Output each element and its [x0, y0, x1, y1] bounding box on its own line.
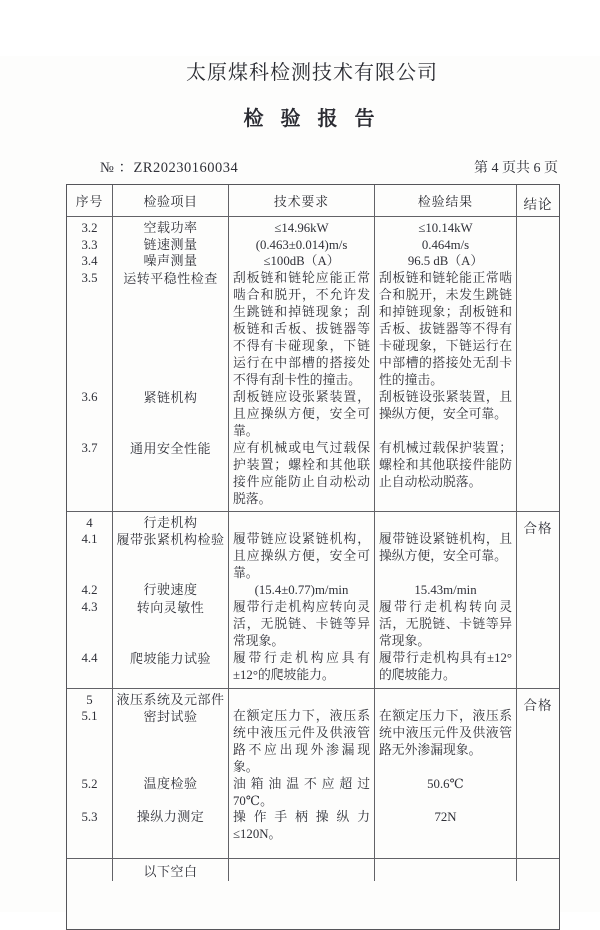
serial-cell: 4.3 [67, 599, 113, 650]
item-name-cell: 履带张紧机构检验 [113, 531, 229, 582]
item-name-cell: 噪声测量 [113, 253, 229, 270]
item-name-cell: 以下空白 [113, 859, 229, 881]
serial-cell: 3.4 [67, 253, 113, 270]
item-name-cell: 链速测量 [113, 237, 229, 254]
table-row [67, 531, 517, 582]
requirement-cell: 应有机械或电气过载保护装置；螺栓和其他联接件应能防止自动松动脱落。 [229, 440, 375, 511]
requirement-cell: 履带行走机构应转向灵活，无脱链、卡链等异常现象。 [229, 599, 375, 650]
table-row [67, 809, 517, 858]
col-header-result: 检验结果 [375, 185, 517, 216]
item-name-cell: 爬坡能力试验 [113, 650, 229, 688]
result-cell: 96.5 dB（A） [375, 253, 517, 270]
table-row [67, 217, 517, 237]
result-cell: 履带行走机构具有±12°的爬坡能力。 [375, 650, 517, 688]
item-name-cell: 紧链机构 [113, 389, 229, 440]
serial-cell: 5.3 [67, 809, 113, 858]
report-page [0, 56, 600, 912]
requirement-cell: (0.463±0.014)m/s [229, 237, 375, 254]
serial-cell: 3.3 [67, 237, 113, 254]
result-cell: 履带链设紧链机构，且操纵方便，安全可靠。 [375, 531, 517, 582]
item-name-cell: 行驶速度 [113, 582, 229, 599]
item-name-cell: 液压系统及元部件 [113, 689, 229, 709]
serial-cell: 5.1 [67, 708, 113, 776]
requirement-cell [229, 689, 375, 709]
company-name: 太原煤科检测技术有限公司 [186, 62, 438, 84]
result-cell: ≤10.14kW [375, 217, 517, 237]
requirement-cell [229, 512, 375, 532]
result-cell: 15.43m/min [375, 582, 517, 599]
result-cell: 72N [375, 809, 517, 858]
table-row [67, 859, 517, 881]
group-items [67, 512, 517, 688]
item-name-cell: 运转平稳性检查 [113, 270, 229, 389]
result-cell [375, 689, 517, 709]
requirement-cell: 在额定压力下，液压系统中液压元件及供液管路不应出现外渗漏现象。 [229, 708, 375, 776]
serial-cell: 3.5 [67, 270, 113, 389]
table-row [67, 776, 517, 809]
serial-cell: 3.2 [67, 217, 113, 237]
table-group-blank [67, 859, 559, 929]
requirement-cell: 履带链应设紧链机构，且应操纵方便，安全可靠。 [229, 531, 375, 582]
table-row [67, 708, 517, 776]
serial-cell: 4 [67, 512, 113, 532]
item-name-cell: 密封试验 [113, 708, 229, 776]
table-row [67, 389, 517, 440]
serial-cell: 3.7 [67, 440, 113, 511]
page-indicator: 第 4 页共 6 页 [474, 161, 558, 176]
requirement-cell: 油箱油温不应超过 70℃。 [229, 776, 375, 809]
item-name-cell: 空载功率 [113, 217, 229, 237]
serial-cell: 4.4 [67, 650, 113, 688]
serial-cell: 5 [67, 689, 113, 709]
group-items [67, 859, 517, 929]
table-group-section4 [67, 512, 559, 689]
item-name-cell: 操纵力测定 [113, 809, 229, 858]
table-header-row [67, 185, 559, 217]
table-row [67, 440, 517, 511]
serial-cell [67, 859, 113, 881]
table-row [67, 237, 517, 254]
conclusion-cell: 合格 [523, 697, 553, 713]
requirement-cell: 刮板链应设张紧装置，且应操纵方便，安全可靠。 [229, 389, 375, 440]
item-name-cell: 温度检验 [113, 776, 229, 809]
serial-cell: 4.2 [67, 582, 113, 599]
requirement-cell: ≤100dB（A） [229, 253, 375, 270]
col-header-serial: 序号 [67, 185, 113, 216]
report-number: № ：ZR20230160034 [100, 160, 239, 176]
requirement-cell: ≤14.96kW [229, 217, 375, 237]
table-row [67, 253, 517, 270]
item-name-cell: 转向灵敏性 [113, 599, 229, 650]
inspection-table [66, 184, 560, 930]
table-group-section5 [67, 689, 559, 860]
result-cell: 刮板链设张紧装置，且操纵方便，安全可靠。 [375, 389, 517, 440]
result-cell [375, 859, 517, 881]
col-header-conclusion: 结论 [523, 197, 553, 212]
table-row [67, 689, 517, 709]
requirement-cell: 刮板链和链轮应能正常啮合和脱开，不允许发生跳链和掉链现象；刮板链和舌板、拔链器等不得有卡碰现象，下链运行在中部槽的搭接处不得有刮卡性的撞击。 [229, 270, 375, 389]
group-items [67, 689, 517, 859]
serial-cell: 4.1 [67, 531, 113, 582]
item-name-cell: 行走机构 [113, 512, 229, 532]
col-header-item: 检验项目 [113, 185, 229, 216]
result-cell [375, 512, 517, 532]
result-cell: 50.6℃ [375, 776, 517, 809]
col-header-requirement: 技术要求 [229, 185, 375, 216]
conclusion-cell: 合格 [523, 520, 553, 536]
result-cell: 在额定压力下，液压系统中液压元件及供液管路无外渗漏现象。 [375, 708, 517, 776]
meta-row [66, 156, 558, 177]
table-row [67, 650, 517, 688]
table-row [67, 512, 517, 532]
serial-cell: 5.2 [67, 776, 113, 809]
serial-cell: 3.6 [67, 389, 113, 440]
report-title: 检 验 报 告 [243, 108, 381, 130]
table-row [67, 582, 517, 599]
requirement-cell: 履带行走机构应具有±12°的爬坡能力。 [229, 650, 375, 688]
item-name-cell: 通用安全性能 [113, 440, 229, 511]
result-cell: 刮板链和链轮能正常啮合和脱开，未发生跳链和掉链现象；刮板链和舌板、拔链器等不得有卡碰现象，下链运行在中部槽的搭接处无刮卡性的撞击。 [375, 270, 517, 389]
result-cell: 履带行走机构转向灵活，无脱链、卡链等异常现象。 [375, 599, 517, 650]
conclusion-cell [517, 217, 559, 511]
result-cell: 0.464m/s [375, 237, 517, 254]
table-group-section3 [67, 217, 559, 512]
conclusion-cell [517, 859, 559, 929]
requirement-cell [229, 859, 375, 881]
table-row [67, 599, 517, 650]
requirement-cell: 操作手柄操纵力≤120N。 [229, 809, 375, 858]
result-cell: 有机械过载保护装置；螺栓和其他联接件能防止自动松动脱落。 [375, 440, 517, 511]
table-row [67, 270, 517, 389]
group-items [67, 217, 517, 511]
requirement-cell: (15.4±0.77)m/min [229, 582, 375, 599]
